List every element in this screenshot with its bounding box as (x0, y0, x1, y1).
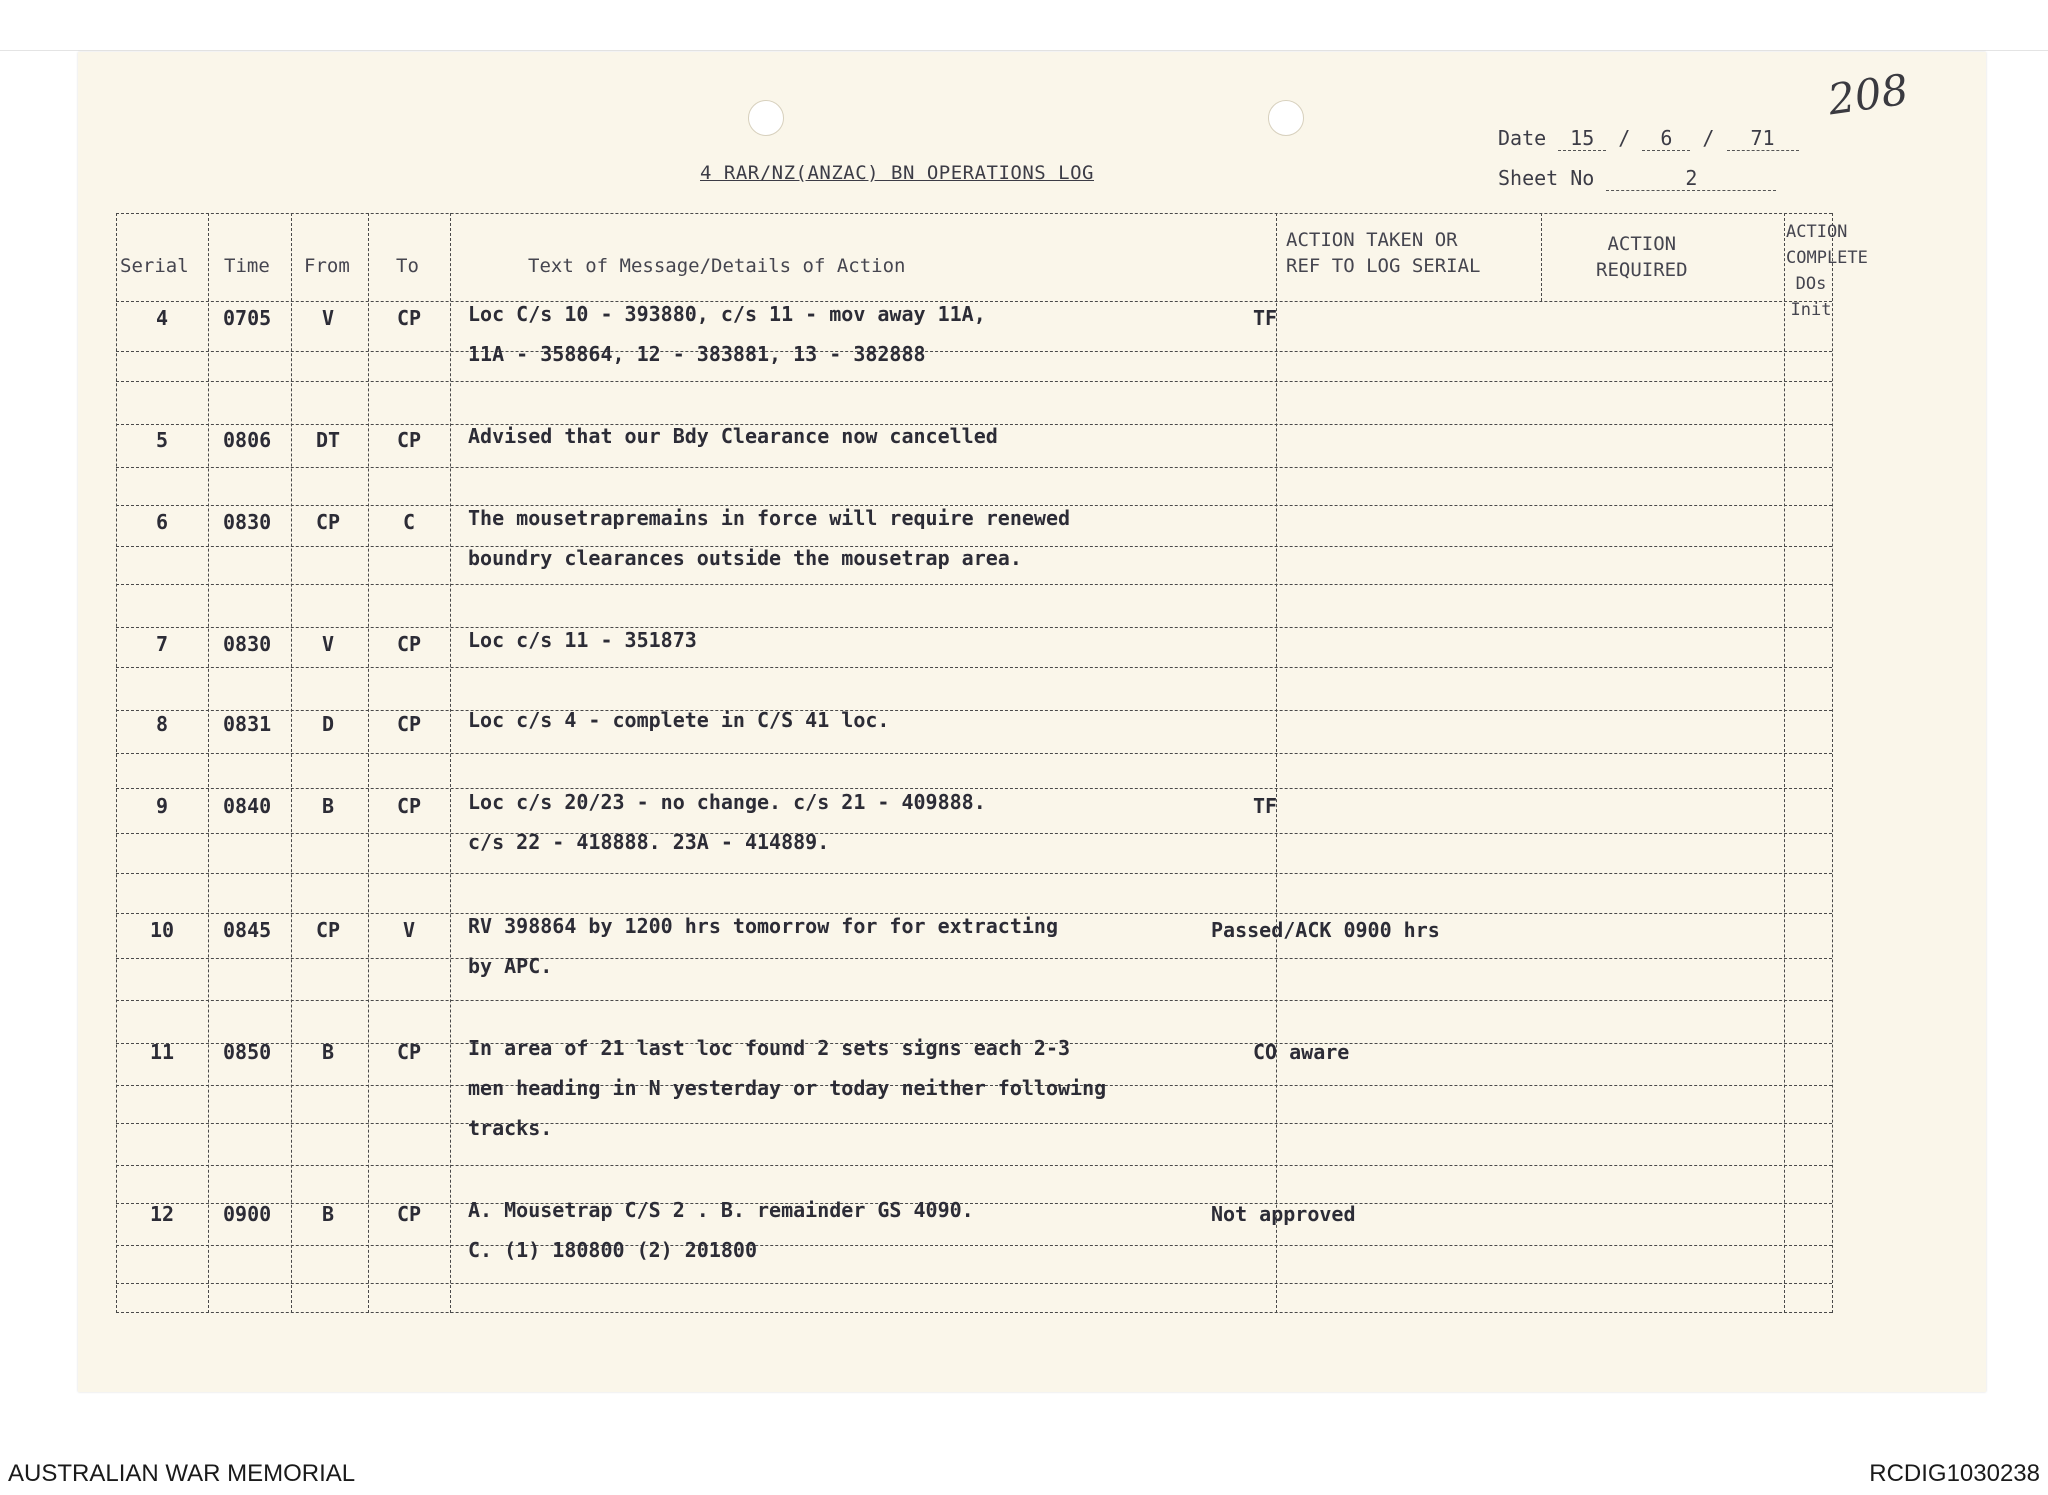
header-time: Time (224, 255, 270, 277)
entry-to: CP (396, 712, 422, 736)
entry-message: Loc c/s 11 - 351873 (468, 628, 697, 652)
entry-to: CP (396, 1040, 422, 1064)
date-label: Date (1498, 126, 1547, 150)
entry-message: In area of 21 last loc found 2 sets signs each 2-3 men heading in N yesterday or today neither following tracks. (468, 1036, 1107, 1140)
entry-to: CP (396, 306, 422, 330)
entry-from: B (321, 794, 335, 818)
entry-to: C (402, 510, 416, 534)
document-sheet (78, 52, 1986, 1392)
entry-time: 0831 (223, 712, 272, 736)
operations-log-table (116, 213, 1868, 1313)
entry-from: D (321, 712, 335, 736)
entry-message: RV 398864 by 1200 hrs tomorrow for for extracting by APC. (468, 914, 1059, 978)
date-month: 6 (1642, 126, 1690, 151)
punch-hole-left (748, 100, 784, 136)
entry-message: Loc c/s 4 - complete in C/S 41 loc. (468, 708, 890, 732)
entry-time: 0705 (223, 306, 272, 330)
entry-message: Loc C/s 10 - 393880, c/s 11 - mov away 11A, 11A - 358864, 12 - 383881, 13 - 382888 (468, 302, 986, 366)
entry-from: DT (315, 428, 341, 452)
footer-record-id: RCDIG1030238 (1869, 1460, 2040, 1487)
entry-message: A. Mousetrap C/S 2 . B. remainder GS 4090. C. (1) 180800 (2) 201800 (468, 1198, 974, 1262)
entry-message: The mousetrapremains in force will require renewed boundry clearances outside the mousetrap area. (468, 506, 1071, 570)
entry-serial: 8 (155, 712, 169, 736)
entry-time: 0845 (223, 918, 272, 942)
entry-time: 0806 (223, 428, 272, 452)
header-from: From (304, 255, 350, 277)
entry-to: CP (396, 428, 422, 452)
entry-serial: 9 (155, 794, 169, 818)
sheet-number: 2 (1606, 166, 1776, 191)
entry-from: B (321, 1040, 335, 1064)
date-sheet-block (1498, 126, 1799, 206)
entry-serial: 11 (149, 1040, 175, 1064)
entry-time: 0840 (223, 794, 272, 818)
entry-time: 0830 (223, 632, 272, 656)
entry-from: B (321, 1202, 335, 1226)
entry-from: V (321, 632, 335, 656)
handwritten-page-number: 208 (1824, 64, 1912, 125)
entry-from: CP (315, 510, 341, 534)
header-serial: Serial (120, 255, 189, 277)
header-action-complete: ACTION COMPLETE DOs Init (1786, 222, 1868, 320)
entry-action-taken: TF (1253, 306, 1278, 330)
punch-hole-right (1268, 100, 1304, 136)
entry-to: CP (396, 632, 422, 656)
document-title: 4 RAR/NZ(ANZAC) BN OPERATIONS LOG (700, 162, 1094, 184)
entry-action-taken: TF (1253, 794, 1278, 818)
scan-top-strip (0, 0, 2048, 51)
header-text-of-message: Text of Message/Details of Action (528, 255, 906, 277)
entry-message: Loc c/s 20/23 - no change. c/s 21 - 409888. c/s 22 - 418888. 23A - 414889. (468, 790, 986, 854)
date-day: 15 (1558, 126, 1606, 151)
entry-action-taken: Not approved (1211, 1202, 1356, 1226)
sheet-label: Sheet No (1498, 166, 1595, 190)
header-action-required: ACTION REQUIRED (1596, 233, 1688, 281)
entry-to: CP (396, 1202, 422, 1226)
entry-serial: 5 (155, 428, 169, 452)
entry-from: V (321, 306, 335, 330)
entry-serial: 7 (155, 632, 169, 656)
footer-archive-name: AUSTRALIAN WAR MEMORIAL (8, 1460, 356, 1487)
entry-to: CP (396, 794, 422, 818)
entry-from: CP (315, 918, 341, 942)
entry-serial: 4 (155, 306, 169, 330)
entry-time: 0850 (223, 1040, 272, 1064)
entry-serial: 6 (155, 510, 169, 534)
date-year: 71 (1727, 126, 1799, 151)
sheet-row (1498, 166, 1799, 206)
entry-message: Advised that our Bdy Clearance now cancelled (468, 424, 998, 448)
entry-action-taken: Passed/ACK 0900 hrs (1211, 918, 1440, 942)
header-action-taken: ACTION TAKEN OR REF TO LOG SERIAL (1286, 229, 1481, 277)
entry-to: V (402, 918, 416, 942)
entry-time: 0830 (223, 510, 272, 534)
entry-serial: 12 (149, 1202, 175, 1226)
date-row: Date 15 / 6 / 71 (1498, 126, 1799, 166)
entry-serial: 10 (149, 918, 175, 942)
entry-time: 0900 (223, 1202, 272, 1226)
header-to: To (396, 255, 419, 277)
entry-action-taken: CO aware (1253, 1040, 1350, 1064)
